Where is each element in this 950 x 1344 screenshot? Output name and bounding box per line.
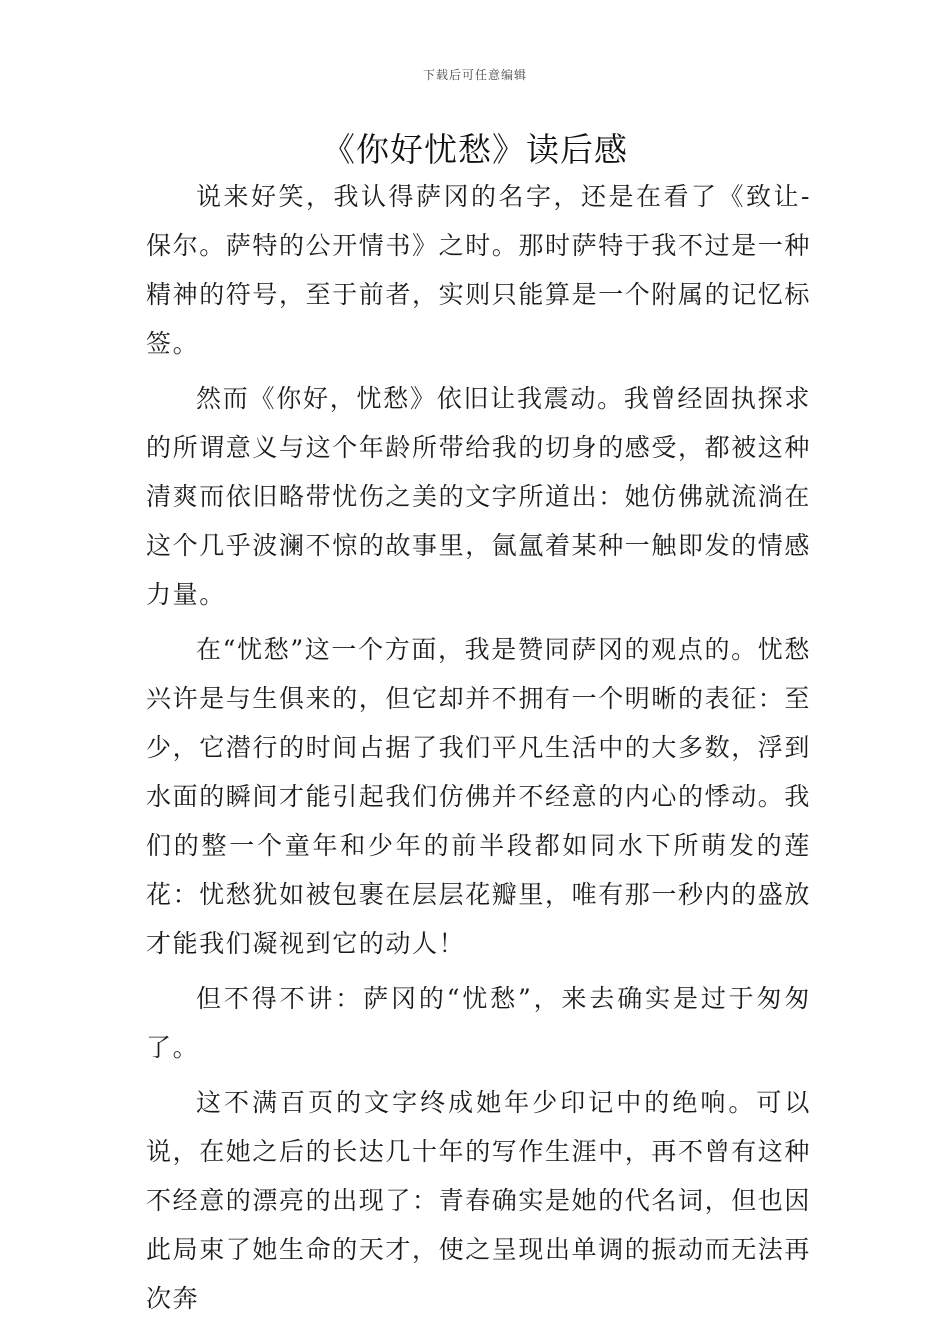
paragraph: 但不得不讲：萨冈的“忧愁”，来去确实是过于匆匆了。 (146, 984, 811, 1062)
document-title: 《你好忧愁》读后感 (322, 130, 628, 169)
paragraph: 这不满百页的文字终成她年少印记中的绝响。可以说，在她之后的长达几十年的写作生涯中，再不曾有这种不经意的漂亮的出现了：青春确实是她的代名词，但也因此局束了她生命的天才，使之呈现出单调的振动而无法再次奔 (146, 1088, 812, 1313)
document-body (146, 172, 811, 1329)
paragraph: 在“忧愁”这一个方面，我是赞同萨冈的观点的。忧愁兴许是与生俱来的，但它却并不拥有一个明晰的表征：至少，它潜行的时间占据了我们平凡生活中的大多数，浮到水面的瞬间才能引起我们仿佛并不经意的内心的悸动。我们的整一个童年和少年的前半段都如同水下所萌发的莲花：忧愁犹如被包裹在层层花瓣里，唯有那一秒内的盛放才能我们凝视到它的动人！ (146, 635, 812, 958)
paragraph: 说来好笑，我认得萨冈的名字，还是在看了《致让-保尔。萨特的公开情书》之时。那时萨特于我不过是一种精神的符号，至于前者，实则只能算是一个附属的记忆标签。 (146, 182, 812, 358)
paragraph: 然而《你好，忧愁》依旧让我震动。我曾经固执探求的所谓意义与这个年龄所带给我的切身的感受，都被这种清爽而依旧略带忧伤之美的文字所道出：她仿佛就流淌在这个几乎波澜不惊的故事里，氤氲着某种一触即发的情感力量。 (146, 384, 812, 609)
header-note: 下载后可任意编辑 (422, 68, 527, 82)
